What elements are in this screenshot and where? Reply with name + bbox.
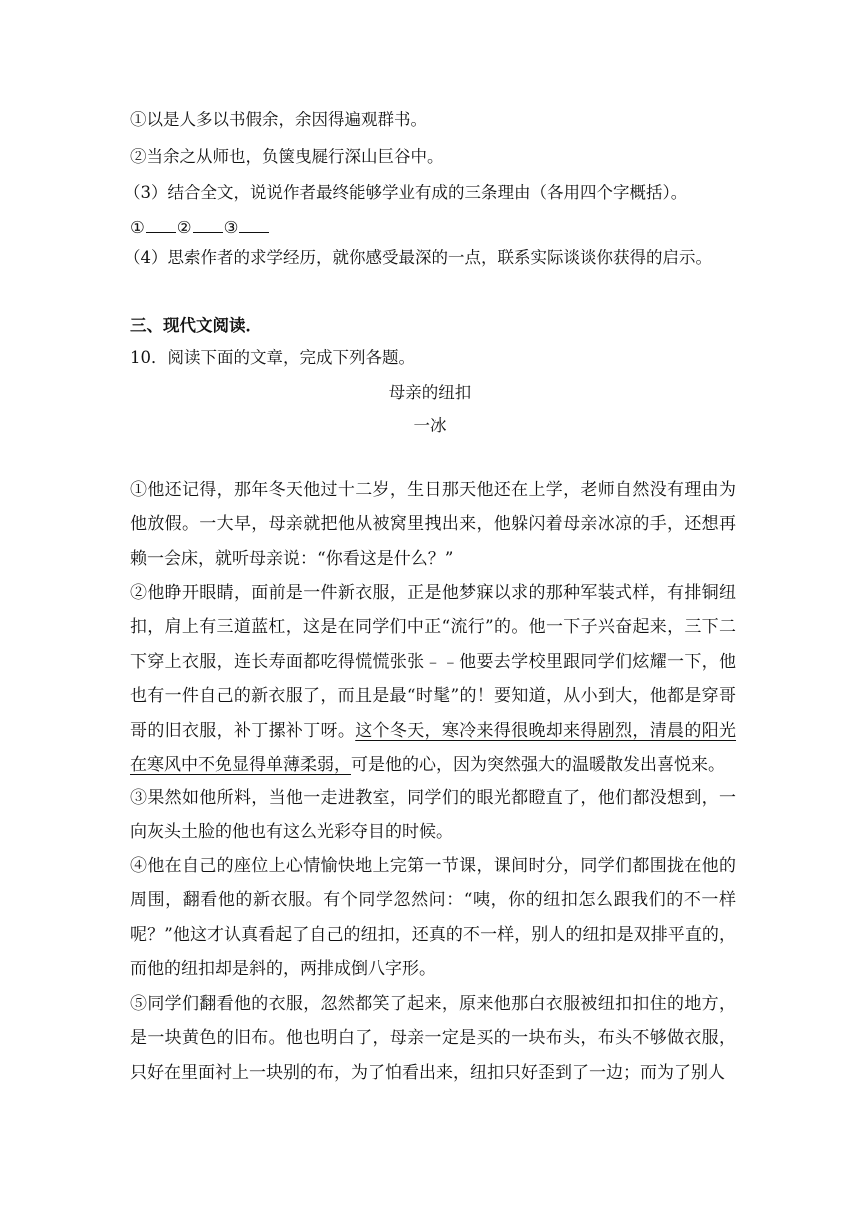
paragraph-2-text-end: 可是他的心，因为突然强大的温暖散发出喜悦来。 bbox=[351, 755, 725, 776]
blank-label-3: ③ bbox=[223, 218, 239, 237]
article-author: 一冰 bbox=[413, 416, 447, 435]
article-paragraph-5: ⑤同学们翻看他的衣服，忽然都笑了起来，原来他那白衣服被纽扣扣住的地方，是一块黄色的旧布。他也明白了，母亲一定是买的一块布头，布头不够做衣服，只好在里面衬上一块别的布，为了怕看出来，纽扣只好歪到了一边；而为了别人 bbox=[130, 994, 736, 1083]
paragraph-2-text: ②他睁开眼睛，面前是一件新衣服，正是他梦寐以求的那种军装式样，有排铜纽扣，肩上有三道蓝杠，这是在同学们中正“流行”的。他一下子兴奋起来，三下二下穿上衣服，连长寿面都吃得慌慌张张﹣﹣他要去学校里跟同学们炫耀一下，他也有一件自己的新衣服了，而且是最“时髦”的！要知道，从小到大，他都是穿哥哥的旧衣服，补丁摞补丁呀。 bbox=[130, 583, 736, 741]
underlined-sentence: 这个冬天，寒冷来得很晚却来得剧烈，清晨的阳光在寒风中不免显得单薄柔弱， bbox=[130, 720, 737, 776]
article-title: 母亲的纽扣 bbox=[388, 383, 472, 402]
translation-item-1: ①以是人多以书假余，余因得遍观群书。 bbox=[130, 110, 427, 129]
answer-blank-3[interactable] bbox=[239, 217, 269, 233]
translation-item-2: ②当余之从师也，负箧曳屣行深山巨谷中。 bbox=[130, 147, 444, 166]
blank-label-1: ① bbox=[130, 218, 145, 237]
article-paragraph-2 bbox=[130, 576, 736, 782]
article-paragraph-4: ④他在自己的座位上心情愉快地上完第一节课，课间时分，同学们都围拢在他的周围，翻看他的新衣服。有个同学忽然问：“咦，你的纽扣怎么跟我们的不一样呢？”他这才认真看起了自己的纽扣，还真的不一样，别人的纽扣是双排平直的，而他的纽扣却是斜的，两排成倒八字形。 bbox=[130, 856, 736, 980]
question-3: （3）结合全文，说说作者最终能够学业有成的三条理由（各用四个字概括）。 bbox=[124, 183, 688, 202]
article-paragraph-3: ③果然如他所料，当他一走进教室，同学们的眼光都瞪直了，他们都没想到，一向灰头土脸的他也有这么光彩夺目的时候。 bbox=[130, 788, 736, 843]
article-paragraph-1: ①他还记得，那年冬天他过十二岁，生日那天他还在上学，老师自然没有理由为他放假。一大早，母亲就把他从被窝里拽出来，他躲闪着母亲冰凉的手，还想再赖一会床，就听母亲说：“你看这是什么？” bbox=[130, 480, 736, 569]
blank-label-2: ② bbox=[176, 218, 192, 237]
answer-blank-2[interactable] bbox=[193, 217, 223, 233]
answer-blank-1[interactable] bbox=[146, 217, 176, 233]
question-4: （4）思索作者的求学经历，就你感受最深的一点，联系实际谈谈你获得的启示。 bbox=[124, 248, 712, 267]
question-10-instruction: 10．阅读下面的文章，完成下列各题。 bbox=[130, 348, 415, 367]
section-heading: 三、现代文阅读． bbox=[130, 316, 262, 335]
question-3-answer-blanks bbox=[130, 217, 740, 238]
